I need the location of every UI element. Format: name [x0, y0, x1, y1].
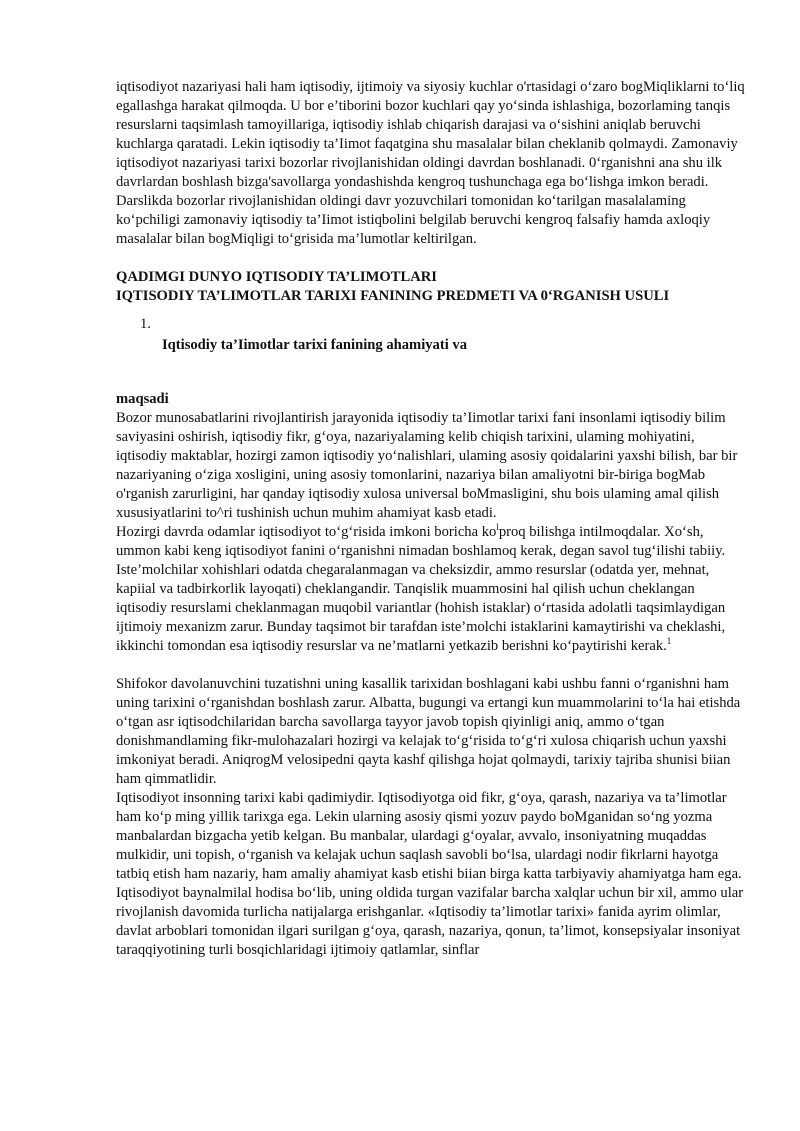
paragraph-3	[116, 561, 746, 656]
paragraph-3-text: Iste’molchilar xohishlari odatda chegaralanmagan va cheksizdir, ammo resurslar (odatda yer, mehnat, kapiial va tadbirkorlik layoqati) cheklangandir. Tanqislik muammosini hal qilish uchun cheklangan iqtisodiy resurslami cheklanmagan muqobil variantlar (hohish istaklar) o‘rtasida adolatli taqsimlaydigan ijtimoiy mexanizm zarur. Bunday taqsimot bir tarafdan iste’molchi istaklarini kamaytirishi va cheklashi, ikkinchi tomondan esa iqtisodiy resurslar va ne’matlarni yetkazib berishni ko‘paytirishi kerak.	[116, 562, 726, 654]
spacer	[116, 249, 746, 268]
subsection-title-continued: maqsadi	[116, 391, 169, 407]
chapter-heading: QADIMGI DUNYO IQTISODIY TA’LIMOTLARI	[116, 269, 437, 285]
paragraph-4: Shifokor davolanuvchini tuzatishni uning kasallik tarixidan boshlagani kabi ushbu fanni o‘rganishni ham uning tarixini o‘rganishdan boshlash zarur. Albatta, bugungi va ertangi kun muammolarini to‘la hai etishda o‘tgan asr iqtisodchilaridan barcha savollarga tayyor javob topish qiyinligi aniq, ammo o‘tgan donishmandlaming fikr-mulohazalari hozirgi va kelajak to‘g‘risida to‘g‘ri xulosa chiqarish uchun yaxshi imkoniyat beradi. AniqrogM velosipedni qayta kashf qilishga hojat qolmaydi, tarixiy tajriba shunisi biian ham qimmatlidir.	[116, 676, 741, 787]
paragraph-1: Bozor munosabatlarini rivojlantirish jarayonida iqtisodiy ta’Iimotlar tarixi fani insonlami iqtisodiy bilim saviyasini oshirish, iqtisodiy fikr, g‘oya, nazariyalaming kelib chiqish tarixini, ulaming mohiyatini, iqtisodiy maktablar, hozirgi zamon iqtisodiy yo‘nalishlari, ulaming asosiy qoidalarini yaxshi bilish, bar bir nazariyaning o‘ziga xosligini, uning asosiy tomonlarini, nazariya bilan amaliyotni bir-biriga bogMab o'rganish zarurligini, har qanday iqtisodiy xulosa universal boMmasligini, shu bois ulaming amal qilish xususiyatlarini to^ri tushinish uchun muhim ahamiyat kasb etadi.	[116, 410, 738, 521]
document-page	[116, 78, 746, 960]
section-heading: IQTISODIY TA’LIMOTLAR TARIXI FANINING PREDMETI VA 0‘RGANISH USULI	[116, 288, 670, 304]
paragraph-2	[116, 523, 746, 561]
footnote-reference: 1	[666, 636, 672, 647]
subsection-title: Iqtisodiy ta’Iimotlar tarixi fanining ahamiyati va	[162, 337, 468, 353]
paragraph-2-text-a: Hozirgi davrda odamlar iqtisodiyot to‘g‘risida imkoni boricha ko	[116, 524, 497, 540]
spacer	[116, 656, 746, 675]
superscript-mark: l	[496, 522, 499, 533]
list-number: 1.	[140, 316, 151, 332]
spacer	[116, 355, 746, 390]
spacer	[116, 306, 746, 315]
paragraph-6: Iqtisodiyot baynalmilal hodisa bo‘lib, uning oldida turgan vazifalar barcha xalqlar uchun bir xil, ammo ular rivojlanish davomida turlicha natijalarga erishganlar. «Iqtisodiy ta’limotlar tarixi» fanida ayrim olimlar, davlat arboblari tomonidan ilgari surilgan g‘oya, qarash, nazariya, qonun, ta’limot, konsepsiyalar insoniyat taraqqiyotining turli bosqichlaridagi ijtimoiy qatlamlar, sinflar	[116, 885, 744, 958]
paragraph-5: Iqtisodiyot insonning tarixi kabi qadimiydir. Iqtisodiyotga oid fikr, g‘oya, qarash, nazariya va ta’limotlar ham ko‘p ming yillik tarixga ega. Lekin ularning asosiy qismi yozuv paydo boMganidan so‘ng yozma manbalardan bizgacha yetib kelgan. Bu manbalar, ulardagi g‘oyalar, avvalo, insoniyatning muqaddas mulkidir, uni topish, o‘rganish va kelajak uchun saqlash savobli bo‘lsa, ulardagi nodir fikrlarni hayotga tatbiq etish ham nazariy, ham amaliy ahamiyat kasb etishi biian birga katta tarbiyaviy ahamiyatga ham ega.	[116, 790, 742, 882]
paragraph-2-text-b: proq bilishga intilmoqdalar. Xo‘sh, ummon kabi keng iqtisodiyot fanini o‘rganishni nimadan boshlamoq kerak, degan savol tug‘ilishi tabiiy.	[116, 524, 726, 559]
intro-paragraph: iqtisodiyot nazariyasi hali ham iqtisodiy, ijtimoiy va siyosiy kuchlar o'rtasidagi o‘zaro bogMiqliklarni to‘liq egallashga harakat qilmoqda. U bor e’tiborini bozor kuchlari qay yo‘sinda ishlashiga, bozorlaming tanqis resurslarni taqsimlash tamoyillariga, iqtisodiy ishlab chiqarish darajasi va o‘sishini aniqlab beruvchi kuchlarga qaratadi. Lekin iqtisodiy ta’Iimot faqatgina shu masalalar bilan cheklanib qolmaydi. Zamonaviy iqtisodiyot nazariyasi tarixi bozorlar rivojlanishidan oldingi davrdan boshlanadi. 0‘rganishni ana shu ilk davrlardan boshlash bizga'savollarga yondashishda kengroq tushunchaga ega bo‘lishga imkon beradi. Darslikda bozorlar rivojlanishidan oldingi davr yozuvchilari tomonidan ko‘tarilgan masalalaming ko‘pchiligi zamonaviy iqtisodiy ta’Iimot istiqbolini belgilab beruvchi kengroq falsafiy hamda axloqiy masalalar bilan bogMiqligi to‘grisida ma’lumotlar keltirilgan.	[116, 79, 745, 247]
